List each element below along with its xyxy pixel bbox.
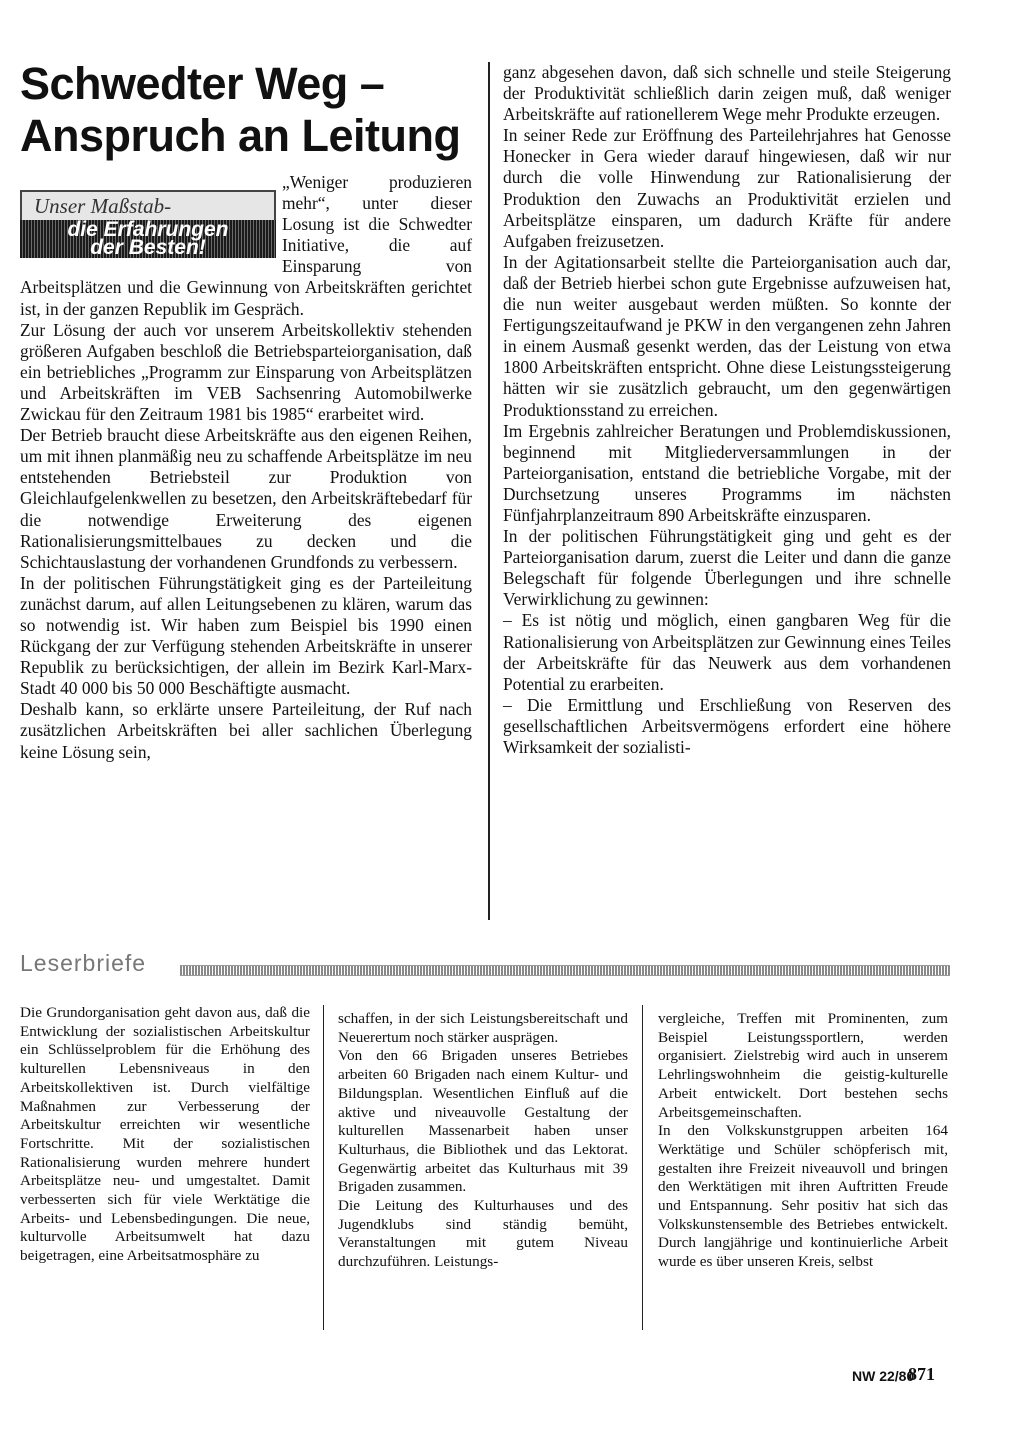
paragraph: „Weniger produzieren mehr“, unter dieser Losung ist die Schwedter Initiative, die auf Einsparung von Arbeitsplätzen und die Gewinnung von Arbeitskräften gerichtet ist, in der ganzen Republik im Gespräch. (20, 172, 472, 319)
badge-title: Unser Maßstab- (20, 190, 276, 222)
paragraph: Im Ergebnis zahlreicher Beratungen und Problemdiskussionen, beginnend mit Mitgliederversammlungen in der Parteiorganisation, entstand die betriebliche Vorgabe, mit der Durchsetzung unseres Programms im nächsten Fünfjahrplanzeitraum 890 Arbeitskräfte einzusparen. (503, 420, 951, 525)
paragraph: schaffen, in der sich Leistungsbereitschaft und Neuerertum noch stärker ausprägen. (338, 1010, 628, 1046)
paragraph: In der Agitationsarbeit stellte die Parteiorganisation auch dar, daß der Betrieb hierbei schon gute Ergebnisse aufzuweisen hat, die nun weiter ausgebaut werden müßten. So konnte der Fertigungszeitaufwand je PKW in den vergangenen zehn Jahren in einem Ausmaß gesenkt werden, das der Leistung von etwa 1800 Arbeitskräften entspricht. Ohne diese Leistungssteigerung hätten wir sie zusätzlich gebraucht, um den gegenwärtigen Produktionsstand zu erreichen. (503, 251, 951, 420)
column-divider (642, 1005, 643, 1330)
badge-slogan (20, 220, 276, 258)
paragraph: In seiner Rede zur Eröffnung des Parteilehrjahres hat Genosse Honecker in Gera wieder darauf hingewiesen, daß wir nur durch die volle Hinwendung zur Rationalisierung der Produktion den Zuwachs an Produktivität erzielen und Arbeitsplätze einsparen, um dadurch Kräfte für andere Aufgaben freizusetzen. (503, 125, 951, 251)
issue-label: NW 22/80 (852, 1368, 915, 1384)
paragraph: Zur Lösung der auch vor unserem Arbeitskollektiv stehenden größeren Aufgaben beschloß die Betriebsparteiorganisation, daß ein betriebliches „Programm zur Einsparung von Arbeitsplätzen und Arbeitskräften im VEB Sachsenring Automobilwerke Zwickau für den Zeitraum 1981 bis 1985“ erarbeitet wird. (20, 319, 472, 425)
badge-slogan-line-2: der Besten! (90, 236, 206, 259)
section-rule (180, 965, 950, 976)
paragraph: In der politischen Führungstätigkeit ging und geht es der Parteiorganisation darum, zuerst die Leiter und dann die ganze Belegschaft für folgende Überlegungen und ihre schnelle Verwirklichung zu gewinnen: (503, 526, 951, 610)
letters-column-2 (338, 1010, 628, 1272)
headline-line-2: Anspruch an Leitung (20, 110, 461, 161)
paragraph: Die Grundorganisation geht davon aus, daß die Entwicklung der sozialistischen Arbeitskultur ein Schlüsselproblem für die Erhöhung des kulturellen Lebensniveaus in den Arbeitskollektiven ist. Durch vielfältige Maßnahmen zur Verbesserung der Arbeitskultur erreichten wir wesentliche Fortschritte. Mit der sozialistischen Rationalisierung wurden mehrere hundert Arbeitsplätze neu- und umgestaltet. Damit verbesserten sich für viele Werktätige die Arbeits- und Lebensbedingungen. Die neue, kulturvolle Arbeitsumwelt hat dazu beigetragen, eine Arbeitsatmosphäre zu (20, 1004, 310, 1265)
paragraph: Von den 66 Brigaden unseres Betriebes arbeiten 60 Brigaden nach einem Kultur- und Bildungsplan. Wesentlichen Einfluß auf die aktive und niveauvolle Gestaltung der kulturellen Massenarbeit haben unser Kulturhaus, die Bibliothek und das Lektorat. Gegenwärtig arbeitet das Kulturhaus mit 39 Brigaden zusammen. (338, 1047, 628, 1196)
paragraph: Der Betrieb braucht diese Arbeitskräfte aus den eigenen Reihen, um mit ihnen planmäßig neu zu schaffende Arbeitsplätze im neu entstehenden Betriebsteil zur Produktion von Gleichlaufgelenkwellen zu besetzen, den Arbeitskräftebedarf für die notwendige Erweiterung des eigenen Rationalisierungsmittelbaues zu decken und die Schichtauslastung der vorhandenen Grundfonds zu verbessern. (20, 425, 472, 572)
page-number: 871 (908, 1364, 935, 1384)
paragraph: Die Leitung des Kulturhauses und des Jugendklubs sind ständig bemüht, Veranstaltungen mit gutem Niveau durchzuführen. Leistungs- (338, 1197, 628, 1271)
paragraph: vergleiche, Treffen mit Prominenten, zum Beispiel Leistungssportlern, werden organisiert. Zielstrebig wird auch in unserem Lehrlingswohnheim die geistig-kulturelle Arbeit entwickelt. Dort bestehen sechs Arbeitsgemeinschaften. (658, 1010, 948, 1121)
paragraph: Deshalb kann, so erklärte unsere Parteileitung, der Ruf nach zusätzlichen Arbeitskräften bei aller sachlichen Überlegung keine Lösung sein, (20, 699, 472, 762)
headline-line-1: Schwedter Weg – (20, 58, 385, 109)
paragraph: ganz abgesehen davon, daß sich schnelle und steile Steigerung der Produktivität schließlich darin zeigen muß, daß weniger Arbeitskräfte auf rationellerem Wege mehr Produkte erzeugen. (503, 62, 951, 125)
article-headline (20, 58, 480, 162)
paragraph: – Die Ermittlung und Erschließung von Reserven des gesellschaftlichen Arbeitsvermögens erfordert eine höhere Wirksamkeit der sozialisti- (503, 694, 951, 757)
article-column-right (503, 62, 951, 758)
section-label-leserbriefe: Leserbriefe (20, 950, 147, 976)
paragraph: – Es ist nötig und möglich, einen gangbaren Weg für die Rationalisierung von Arbeitsplätzen zur Gewinnung eines Teiles der Arbeitskräfte für das Neuwerk aus dem vorhandenen Potential zu erarbeiten. (503, 610, 951, 694)
column-divider (488, 62, 490, 920)
series-badge (20, 190, 276, 260)
article-column-left (20, 172, 472, 763)
column-divider (323, 1005, 324, 1330)
letters-column-3 (658, 1010, 948, 1272)
badge-slogan-line-1: die Erfahrungen (67, 218, 229, 241)
paragraph: In den Volkskunstgruppen arbeiten 164 Werktätige und Schüler schöpferisch mit, gestalten ihre Freizeit niveauvoll und bringen den Werktätigen mit ihren Auftritten Freude und Entspannung. Sehr positiv hat sich das Volkskunstensemble des Betriebes entwickelt. Durch langjährige und kontinuierliche Arbeit wurde es über unseren Kreis, selbst (658, 1122, 948, 1271)
letters-column-1 (20, 1004, 310, 1266)
paragraph: In der politischen Führungstätigkeit ging es der Parteileitung zunächst darum, auf allen Leitungsebenen zu klären, warum das so notwendig ist. Wir haben zum Beispiel bis 1990 einen Rückgang der zur Verfügung stehenden Arbeitskräfte in unserer Republik zu berücksichtigen, der allein im Bezirk Karl-Marx-Stadt 40 000 bis 50 000 Beschäftigte ausmacht. (20, 572, 472, 699)
